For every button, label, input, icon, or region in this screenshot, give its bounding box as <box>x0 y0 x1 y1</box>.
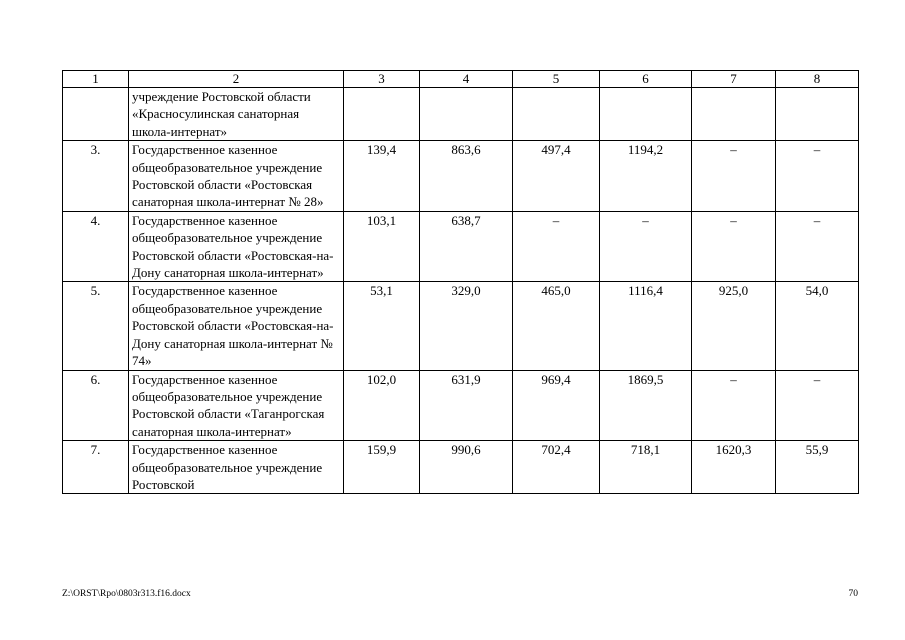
value-cell: 102,0 <box>344 370 420 441</box>
value-cell: – <box>692 141 776 212</box>
value-cell: 990,6 <box>420 441 513 494</box>
value-cell: 1620,3 <box>692 441 776 494</box>
value-cell: – <box>513 211 600 282</box>
value-cell <box>420 88 513 141</box>
institution-name: Государственное казенное общеобразовательное учреждение Ростовской <box>129 441 344 494</box>
value-cell: 329,0 <box>420 282 513 370</box>
value-cell: 55,9 <box>776 441 859 494</box>
institution-name: Государственное казенное общеобразовательное учреждение Ростовской области «Ростовская-на-Дону санаторная школа-интернат № 74» <box>129 282 344 370</box>
value-cell: 718,1 <box>600 441 692 494</box>
row-number: 7. <box>63 441 129 494</box>
footer-file-path: Z:\ORST\Rpo\0803r313.f16.docx <box>62 589 191 599</box>
value-cell: 53,1 <box>344 282 420 370</box>
institution-name: Государственное казенное общеобразовательное учреждение Ростовской области «Таганрогская санаторная школа-интернат» <box>129 370 344 441</box>
value-cell: 103,1 <box>344 211 420 282</box>
value-cell <box>776 88 859 141</box>
row-number: 5. <box>63 282 129 370</box>
table-row <box>63 441 859 494</box>
institution-name: учреждение Ростовской области «Красносулинская санаторная школа-интернат» <box>129 88 344 141</box>
table-row <box>63 211 859 282</box>
header-cell: 6 <box>600 71 692 88</box>
value-cell: – <box>600 211 692 282</box>
value-cell: 638,7 <box>420 211 513 282</box>
table-row <box>63 370 859 441</box>
row-number: 6. <box>63 370 129 441</box>
value-cell <box>513 88 600 141</box>
value-cell: 1116,4 <box>600 282 692 370</box>
value-cell: – <box>692 370 776 441</box>
value-cell: – <box>692 211 776 282</box>
value-cell: – <box>776 211 859 282</box>
header-row <box>63 71 859 88</box>
table-row <box>63 88 859 141</box>
value-cell: 1869,5 <box>600 370 692 441</box>
footer-page-number: 70 <box>848 589 858 599</box>
value-cell: 702,4 <box>513 441 600 494</box>
value-cell: 54,0 <box>776 282 859 370</box>
header-cell: 3 <box>344 71 420 88</box>
value-cell: 497,4 <box>513 141 600 212</box>
header-cell: 5 <box>513 71 600 88</box>
value-cell: 159,9 <box>344 441 420 494</box>
table-row <box>63 141 859 212</box>
row-number: 3. <box>63 141 129 212</box>
value-cell <box>692 88 776 141</box>
value-cell: 1194,2 <box>600 141 692 212</box>
value-cell: 631,9 <box>420 370 513 441</box>
budget-table <box>62 70 859 494</box>
value-cell: 139,4 <box>344 141 420 212</box>
header-cell: 4 <box>420 71 513 88</box>
value-cell <box>600 88 692 141</box>
row-number: 4. <box>63 211 129 282</box>
header-cell: 1 <box>63 71 129 88</box>
value-cell: 925,0 <box>692 282 776 370</box>
value-cell: 863,6 <box>420 141 513 212</box>
table-row <box>63 282 859 370</box>
value-cell <box>344 88 420 141</box>
value-cell: 969,4 <box>513 370 600 441</box>
value-cell: – <box>776 141 859 212</box>
institution-name: Государственное казенное общеобразовательное учреждение Ростовской области «Ростовская-на-Дону санаторная школа-интернат» <box>129 211 344 282</box>
institution-name: Государственное казенное общеобразовательное учреждение Ростовской области «Ростовская санаторная школа-интернат № 28» <box>129 141 344 212</box>
header-cell: 2 <box>129 71 344 88</box>
header-cell: 7 <box>692 71 776 88</box>
value-cell: – <box>776 370 859 441</box>
header-cell: 8 <box>776 71 859 88</box>
row-number <box>63 88 129 141</box>
value-cell: 465,0 <box>513 282 600 370</box>
